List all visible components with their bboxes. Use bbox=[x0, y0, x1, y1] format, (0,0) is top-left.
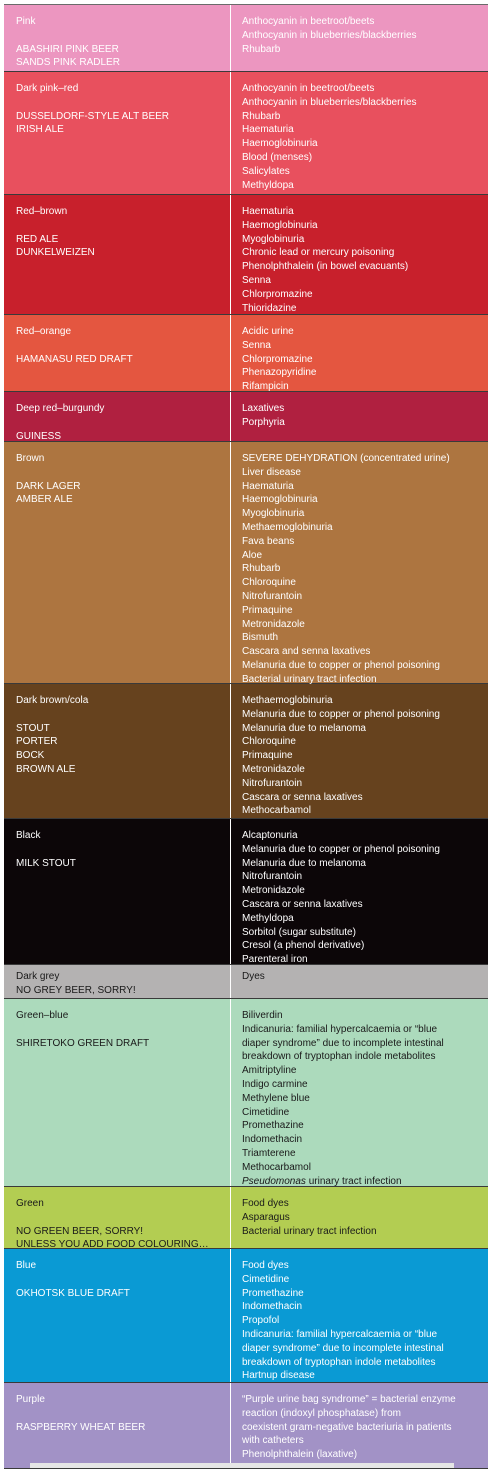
color-cell bbox=[4, 72, 231, 194]
beer-name: PORTER bbox=[16, 736, 58, 748]
cause-item: Aloe bbox=[242, 549, 263, 561]
color-name: Red–brown bbox=[16, 206, 68, 217]
color-name: Dark brown/cola bbox=[16, 695, 89, 706]
cause-item: Cascara or senna laxatives bbox=[242, 791, 363, 803]
beer-name: UNLESS YOU ADD FOOD COLOURING… bbox=[16, 1239, 209, 1251]
cause-item: Metronidazole bbox=[242, 885, 305, 897]
cause-item: Parenteral iron bbox=[242, 954, 308, 966]
color-name: Dark pink–red bbox=[16, 83, 79, 94]
cause-item: Cascara or senna laxatives bbox=[242, 898, 363, 910]
cause-item: with catheters bbox=[242, 1435, 304, 1447]
color-name: Deep red–burgundy bbox=[16, 403, 105, 414]
cause-item: Salicylates bbox=[242, 165, 290, 177]
cause-item: Cimetidine bbox=[242, 1106, 290, 1118]
cause-item: Alcaptonuria bbox=[242, 830, 298, 841]
color-row bbox=[4, 442, 488, 684]
cause-item: Anthocyanin in beetroot/beets bbox=[242, 16, 375, 27]
cause-item: Indicanuria: familial hypercalcaemia or “blue bbox=[242, 1328, 438, 1340]
cause-item: Haemoglobinuria bbox=[242, 219, 318, 231]
cause-item: Nitrofurantoin bbox=[242, 871, 303, 883]
causes-cell bbox=[231, 1383, 488, 1468]
cause-item: Methyldopa bbox=[242, 912, 294, 924]
cause-item: Triamterene bbox=[242, 1147, 296, 1159]
cause-item: Chlorpromazine bbox=[242, 353, 313, 365]
cause-item: Primaquine bbox=[242, 750, 293, 762]
color-cell bbox=[4, 965, 231, 998]
cause-item: Bismuth bbox=[242, 632, 279, 644]
cause-item: Propofol bbox=[242, 1315, 280, 1327]
beer-name: OKHOTSK BLUE DRAFT bbox=[16, 1287, 130, 1299]
beer-name: RED ALE bbox=[16, 233, 59, 245]
cause-item: Methaemoglobinuria bbox=[242, 521, 333, 533]
cause-item: Myoglobinuria bbox=[242, 233, 305, 245]
cause-item: Porphyria bbox=[242, 416, 285, 428]
cause-item: Melanuria due to copper or phenol poisoning bbox=[242, 708, 440, 720]
causes-cell bbox=[231, 1249, 488, 1382]
cause-item: Indomethacin bbox=[242, 1134, 303, 1146]
cause-item: Promethazine bbox=[242, 1287, 304, 1299]
cause-item: Anthocyanin in blueberries/blackberries bbox=[242, 29, 417, 41]
cause-item: Methocarbamol bbox=[242, 1161, 311, 1173]
cause-item: Hartnup disease bbox=[242, 1370, 315, 1382]
color-name: Purple bbox=[16, 1394, 45, 1405]
beer-name: BOCK bbox=[16, 750, 45, 762]
cause-item: Phenazopyridine bbox=[242, 367, 317, 379]
color-row bbox=[4, 819, 488, 965]
beer-name: DUSSELDORF-STYLE ALT BEER bbox=[16, 110, 170, 122]
color-cell bbox=[4, 684, 231, 818]
cause-item: Indigo carmine bbox=[242, 1078, 308, 1090]
beer-name: SHIRETOKO GREEN DRAFT bbox=[16, 1037, 150, 1049]
causes-cell bbox=[231, 72, 488, 194]
cause-item: Methyldopa bbox=[242, 179, 294, 191]
cause-item: Cascara and senna laxatives bbox=[242, 646, 371, 658]
color-row bbox=[4, 4, 488, 72]
beer-name: MILK STOUT bbox=[16, 857, 76, 869]
beer-name: ABASHIRI PINK BEER bbox=[16, 43, 119, 55]
color-cell bbox=[4, 5, 231, 71]
cause-item: Chronic lead or mercury poisoning bbox=[242, 247, 395, 259]
color-cell bbox=[4, 195, 231, 314]
cause-item: Metronidazole bbox=[242, 763, 305, 775]
cause-item: Indomethacin bbox=[242, 1301, 303, 1313]
color-row bbox=[4, 392, 488, 442]
causes-cell bbox=[231, 999, 488, 1186]
cause-item: Dyes bbox=[242, 971, 265, 982]
cause-item: Rhubarb bbox=[242, 43, 281, 55]
color-name: Blue bbox=[16, 1260, 37, 1271]
color-name: Black bbox=[16, 830, 41, 841]
cause-item: Haemoglobinuria bbox=[242, 138, 318, 150]
cause-item: Methocarbamol bbox=[242, 805, 311, 817]
color-name: Brown bbox=[16, 453, 45, 464]
cause-item: Anthocyanin in beetroot/beets bbox=[242, 83, 375, 94]
cause-item: reaction (indoxyl phosphatase) from bbox=[242, 1407, 401, 1419]
urine-colour-table bbox=[4, 4, 488, 1469]
cause-item: Metronidazole bbox=[242, 618, 305, 630]
cause-item: Sorbitol (sugar substitute) bbox=[242, 926, 356, 938]
beer-name: BROWN ALE bbox=[16, 763, 76, 775]
color-cell bbox=[4, 392, 231, 441]
beer-name: NO GREY BEER, SORRY! bbox=[16, 984, 136, 996]
beer-name: RASPBERRY WHEAT BEER bbox=[16, 1421, 146, 1433]
cause-item: Cimetidine bbox=[242, 1273, 290, 1285]
cause-item: breakdown of tryptophan indole metabolites bbox=[242, 1356, 436, 1368]
cause-item: Senna bbox=[242, 274, 271, 286]
cause-item: diaper syndrome” due to incomplete intestinal bbox=[242, 1342, 444, 1354]
cause-item: Thioridazine bbox=[242, 302, 297, 314]
cause-item: Haematuria bbox=[242, 124, 294, 136]
cause-item: Chlorpromazine bbox=[242, 288, 313, 300]
causes-cell bbox=[231, 315, 488, 391]
cause-item: Haematuria bbox=[242, 480, 294, 492]
horizontal-scrollbar[interactable] bbox=[30, 1463, 454, 1468]
cause-item: Rhubarb bbox=[242, 110, 281, 122]
cause-item: Bacterial urinary tract infection bbox=[242, 673, 377, 685]
cause-item: Chloroquine bbox=[242, 577, 296, 589]
cause-item: Biliverdin bbox=[242, 1010, 283, 1021]
beer-name: SANDS PINK RADLER bbox=[16, 57, 120, 69]
color-row bbox=[4, 1383, 488, 1469]
cause-item: Food dyes bbox=[242, 1260, 289, 1271]
beer-name: HAMANASU RED DRAFT bbox=[16, 353, 133, 365]
cause-item: Melanuria due to copper or phenol poisoning bbox=[242, 843, 440, 855]
color-cell bbox=[4, 315, 231, 391]
color-row bbox=[4, 1249, 488, 1383]
cause-item: Promethazine bbox=[242, 1120, 304, 1132]
color-row bbox=[4, 684, 488, 819]
cause-item: Melanuria due to copper or phenol poisoning bbox=[242, 659, 440, 671]
color-name: Red–orange bbox=[16, 326, 72, 337]
cause-item: Indicanuria: familial hypercalcaemia or “blue bbox=[242, 1023, 438, 1035]
color-row bbox=[4, 999, 488, 1187]
cause-item: Nitrofurantoin bbox=[242, 777, 303, 789]
color-name: Green bbox=[16, 1198, 44, 1209]
cause-item: diaper syndrome” due to incomplete intestinal bbox=[242, 1037, 444, 1049]
cause-item: Blood (menses) bbox=[242, 151, 313, 163]
cause-item: Methylene blue bbox=[242, 1092, 310, 1104]
color-row bbox=[4, 72, 488, 195]
cause-item: Rifampicin bbox=[242, 381, 289, 393]
color-cell bbox=[4, 999, 231, 1186]
color-cell bbox=[4, 1249, 231, 1382]
cause-item: coexistent gram-negative bacteriuria in patients bbox=[242, 1421, 452, 1433]
causes-cell bbox=[231, 684, 488, 818]
cause-item: Acidic urine bbox=[242, 326, 294, 337]
color-cell bbox=[4, 1187, 231, 1251]
causes-cell bbox=[231, 442, 488, 683]
color-name: Pink bbox=[16, 16, 36, 27]
cause-item: Methaemoglobinuria bbox=[242, 695, 333, 706]
color-row bbox=[4, 965, 488, 999]
causes-cell bbox=[231, 195, 488, 314]
beer-name: STOUT bbox=[16, 722, 50, 734]
cause-item: SEVERE DEHYDRATION (concentrated urine) bbox=[242, 453, 450, 464]
cause-item: Anthocyanin in blueberries/blackberries bbox=[242, 96, 417, 108]
causes-cell bbox=[231, 1187, 488, 1248]
color-cell bbox=[4, 819, 231, 964]
cause-item: Fava beans bbox=[242, 535, 295, 547]
beer-name: IRISH ALE bbox=[16, 124, 64, 136]
color-cell bbox=[4, 442, 231, 683]
beer-name: DARK LAGER bbox=[16, 480, 81, 492]
color-cell bbox=[4, 1383, 231, 1468]
cause-item: Phenolphthalein (laxative) bbox=[242, 1449, 358, 1461]
cause-item: Cresol (a phenol derivative) bbox=[242, 940, 365, 952]
causes-cell bbox=[231, 5, 488, 71]
causes-cell bbox=[231, 965, 488, 998]
causes-cell bbox=[231, 819, 488, 964]
beer-name: AMBER ALE bbox=[16, 494, 73, 506]
cause-item: Phenolphthalein (in bowel evacuants) bbox=[242, 261, 409, 273]
cause-item: Primaquine bbox=[242, 604, 293, 616]
color-row bbox=[4, 1187, 488, 1249]
cause-item: Food dyes bbox=[242, 1198, 289, 1209]
cause-item: Asparagus bbox=[242, 1211, 290, 1223]
cause-item: Amitriptyline bbox=[242, 1065, 297, 1077]
cause-item: “Purple urine bag syndrome” = bacterial enzyme bbox=[242, 1394, 456, 1405]
cause-item: Nitrofurantoin bbox=[242, 590, 303, 602]
cause-item: Rhubarb bbox=[242, 563, 281, 575]
cause-item: Haemoglobinuria bbox=[242, 494, 318, 506]
cause-item: Laxatives bbox=[242, 403, 285, 414]
cause-item: Melanuria due to melanoma bbox=[242, 722, 366, 734]
beer-name: NO GREEN BEER, SORRY! bbox=[16, 1225, 144, 1237]
cause-item: Melanuria due to melanoma bbox=[242, 857, 366, 869]
cause-item: breakdown of tryptophan indole metabolites bbox=[242, 1051, 436, 1063]
cause-item: Chloroquine bbox=[242, 736, 296, 748]
color-row bbox=[4, 315, 488, 392]
cause-item: Liver disease bbox=[242, 466, 301, 478]
beer-name: GUINESS bbox=[16, 430, 62, 442]
causes-cell bbox=[231, 392, 488, 441]
cause-item: Myoglobinuria bbox=[242, 508, 305, 520]
color-name: Green–blue bbox=[16, 1010, 69, 1021]
cause-item: Pseudomonas urinary tract infection bbox=[242, 1175, 402, 1187]
cause-item: Senna bbox=[242, 339, 271, 351]
cause-item: Bacterial urinary tract infection bbox=[242, 1225, 377, 1237]
beer-name: DUNKELWEIZEN bbox=[16, 247, 95, 259]
cause-item: Haematuria bbox=[242, 206, 294, 217]
color-row bbox=[4, 195, 488, 315]
color-name: Dark grey bbox=[16, 971, 60, 982]
